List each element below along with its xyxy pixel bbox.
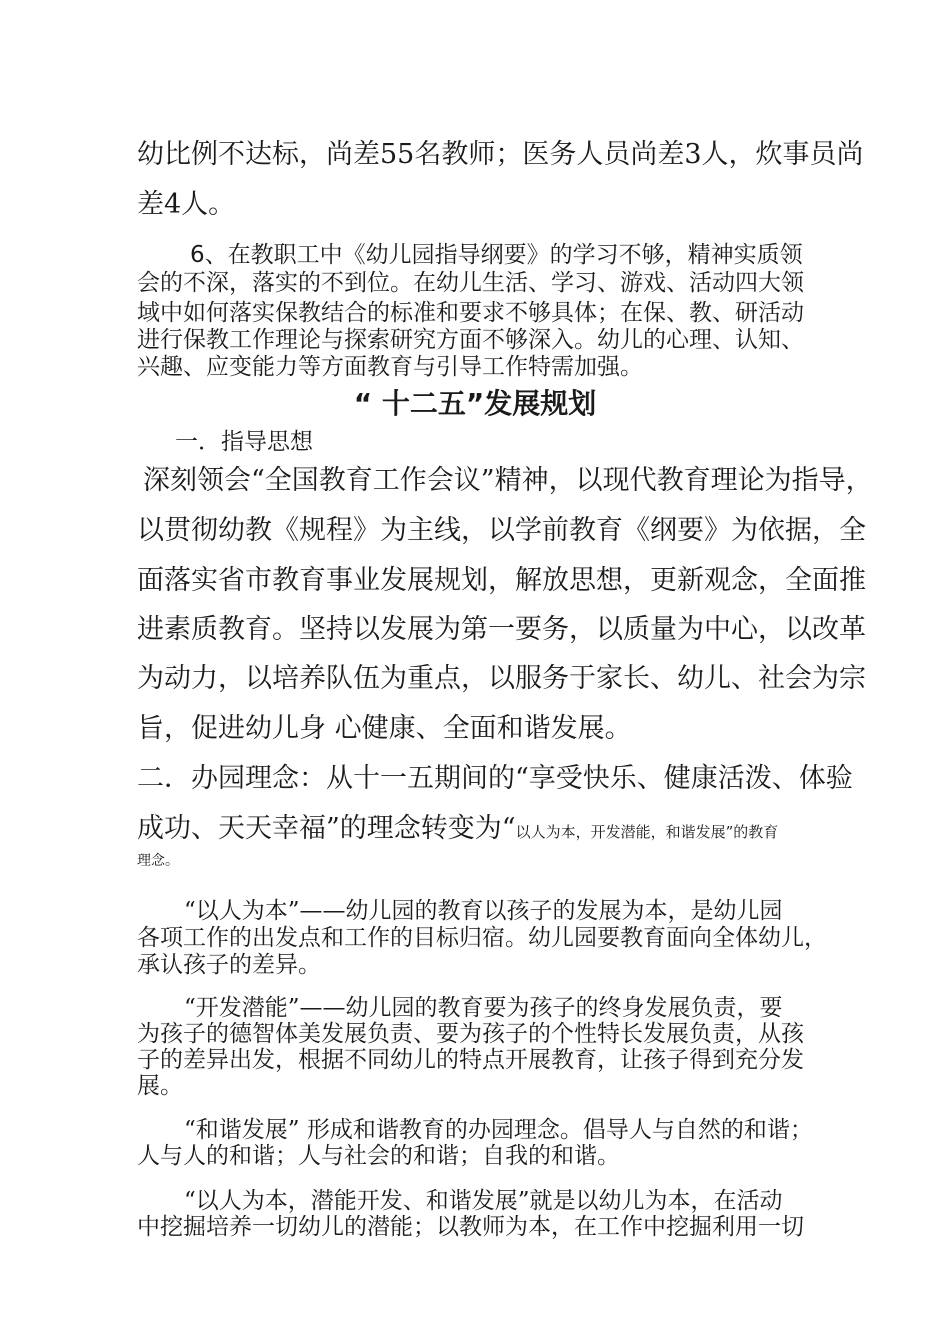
text-line: 进行保教工作理论与探索研究方面不够深入。幼儿的心理、认知、 [137, 327, 804, 353]
text-line: 深刻领会“全国教育工作会议”精神，以现代教育理论为指导， [143, 465, 873, 496]
text-line: “以人为本，潜能开发、和谐发展”就是以幼儿为本，在活动 [184, 1188, 783, 1214]
text-line: 为孩子的德智体美发展负责、要为孩子的个性特长发展负责，从孩 [137, 1021, 804, 1047]
section-heading: 一．指导思想 [175, 429, 313, 455]
text-line: 进素质教育。坚持以发展为第一要务，以质量为中心，以改革 [137, 614, 866, 645]
text-line: “以人为本”——幼儿园的教育以孩子的发展为本，是幼儿园 [184, 898, 783, 924]
text-line: 会的不深，落实的不到位。在幼儿生活、学习、游戏、活动四大领 [137, 270, 804, 296]
text-line: 展。 [137, 1073, 183, 1099]
text-small: 以人为本，开发潜能，和谐发展”的教育 [515, 823, 779, 841]
text-line: 旨，促进幼儿身 心健康、全面和谐发展。 [137, 713, 632, 744]
text-line: 差4人。 [137, 189, 236, 220]
text-line: 中挖掘培养一切幼儿的潜能；以教师为本，在工作中挖掘利用一切 [137, 1214, 804, 1240]
text-line: 子的差异出发，根据不同幼儿的特点开展教育，让孩子得到充分发 [137, 1047, 804, 1073]
text-line: 二．办园理念：从十一五期间的“享受快乐、健康活泼、体验 [137, 763, 853, 794]
text-line: 各项工作的出发点和工作的目标归宿。幼儿园要教育面向全体幼儿， [137, 925, 827, 951]
text-line: 承认孩子的差异。 [137, 952, 321, 978]
text-main: 成功、天天幸福”的理念转变为“ [137, 813, 516, 844]
text-line: “开发潜能”——幼儿园的教育要为孩子的终身发展负责，要 [184, 995, 783, 1021]
text-line: 以贯彻幼教《规程》为主线，以学前教育《纲要》为依据，全 [137, 515, 866, 546]
text-line: 为动力，以培养队伍为重点，以服务于家长、幼儿、社会为宗 [137, 663, 866, 694]
text-line: 面落实省市教育事业发展规划，解放思想，更新观念，全面推 [137, 565, 866, 596]
text-line: 域中如何落实保教结合的标准和要求不够具体；在保、教、研活动 [137, 300, 804, 326]
text-line: “和谐发展” 形成和谐教育的办园理念。倡导人与自然的和谐； [184, 1117, 813, 1143]
text-line: 理念。 [137, 853, 179, 869]
text-line [137, 806, 778, 845]
item-number: 6 [190, 242, 205, 268]
text-line: 人与人的和谐；人与社会的和谐；自我的和谐。 [137, 1143, 620, 1169]
text-line: 兴趣、应变能力等方面教育与引导工作特需加强。 [137, 354, 643, 380]
section-title: “ 十二五”发展规划 [353, 387, 597, 420]
text-line: 、在教职工中《幼儿园指导纲要》的学习不够，精神实质领 [204, 242, 803, 268]
text-line: 幼比例不达标，尚差55名教师；医务人员尚差3人，炊事员尚 [137, 139, 864, 170]
